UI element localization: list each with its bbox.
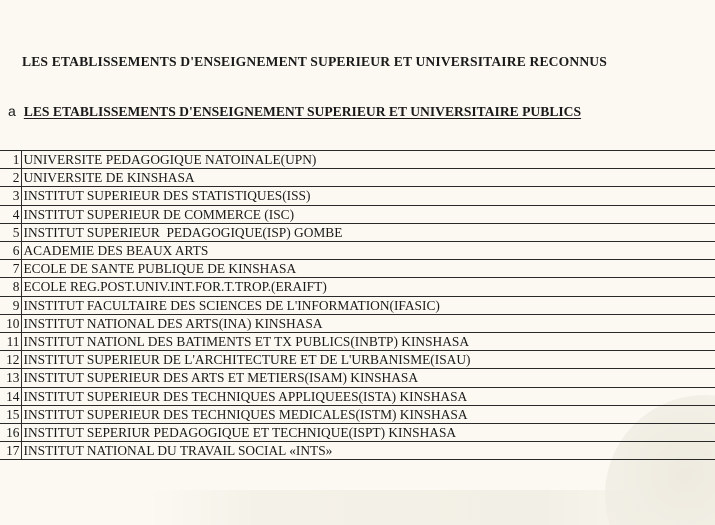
table-row bbox=[0, 369, 715, 387]
row-number: 15 bbox=[0, 405, 21, 423]
table-row bbox=[0, 424, 715, 442]
table-row bbox=[0, 296, 715, 314]
table-row bbox=[0, 205, 715, 223]
document-title: LES ETABLISSEMENTS D'ENSEIGNEMENT SUPERIEUR ET UNIVERSITAIRE RECONNUS bbox=[22, 54, 607, 69]
institution-name: ECOLE REG.POST.UNIV.INT.FOR.T.TROP.(ERAIFT) bbox=[21, 278, 715, 296]
row-number: 16 bbox=[0, 424, 21, 442]
row-number: 3 bbox=[0, 187, 21, 205]
institution-name: ECOLE DE SANTE PUBLIQUE DE KINSHASA bbox=[21, 260, 715, 278]
row-number: 8 bbox=[0, 278, 21, 296]
table-row bbox=[0, 314, 715, 332]
table-row bbox=[0, 260, 715, 278]
row-number: 4 bbox=[0, 205, 21, 223]
row-number: 6 bbox=[0, 242, 21, 260]
institution-name: INSTITUT NATIONAL DU TRAVAIL SOCIAL «INTS» bbox=[21, 442, 715, 460]
table-row bbox=[0, 405, 715, 423]
institution-name: INSTITUT FACULTAIRE DES SCIENCES DE L'INFORMATION(IFASIC) bbox=[21, 296, 715, 314]
institution-name: UNIVERSITE PEDAGOGIQUE NATOINALE(UPN) bbox=[21, 151, 715, 169]
institution-name: UNIVERSITE DE KINSHASA bbox=[21, 169, 715, 187]
row-number: 14 bbox=[0, 387, 21, 405]
table-row bbox=[0, 278, 715, 296]
table-row bbox=[0, 333, 715, 351]
row-number: 17 bbox=[0, 442, 21, 460]
row-number: 13 bbox=[0, 369, 21, 387]
table-row bbox=[0, 187, 715, 205]
institution-name: INSTITUT SUPERIEUR DES STATISTIQUES(ISS) bbox=[21, 187, 715, 205]
table-row bbox=[0, 387, 715, 405]
table-row bbox=[0, 351, 715, 369]
institution-name: INSTITUT NATIONL DES BATIMENTS ET TX PUBLICS(INBTP) KINSHASA bbox=[21, 333, 715, 351]
institution-name: ACADEMIE DES BEAUX ARTS bbox=[21, 242, 715, 260]
row-number: 7 bbox=[0, 260, 21, 278]
row-number: 11 bbox=[0, 333, 21, 351]
institution-name: INSTITUT SEPERIUR PEDAGOGIQUE ET TECHNIQUE(ISPT) KINSHASA bbox=[21, 424, 715, 442]
table-row bbox=[0, 442, 715, 460]
row-number: 1 bbox=[0, 151, 21, 169]
institutions-table bbox=[0, 150, 715, 460]
table-row bbox=[0, 169, 715, 187]
section-letter: a bbox=[8, 103, 16, 119]
section-title: LES ETABLISSEMENTS D'ENSEIGNEMENT SUPERIEUR ET UNIVERSITAIRE PUBLICS bbox=[23, 104, 582, 119]
table-row bbox=[0, 151, 715, 169]
institution-name: INSTITUT SUPERIEUR DES TECHNIQUES APPLIQUEES(ISTA) KINSHASA bbox=[21, 387, 715, 405]
row-number: 2 bbox=[0, 169, 21, 187]
institution-name: INSTITUT SUPERIEUR DE COMMERCE (ISC) bbox=[21, 205, 715, 223]
table-row bbox=[0, 242, 715, 260]
institution-name: INSTITUT SUPERIEUR DES ARTS ET METIERS(ISAM) KINSHASA bbox=[21, 369, 715, 387]
row-number: 5 bbox=[0, 223, 21, 241]
row-number: 12 bbox=[0, 351, 21, 369]
table-row bbox=[0, 223, 715, 241]
watermark-band bbox=[150, 490, 710, 525]
row-number: 10 bbox=[0, 314, 21, 332]
institution-name: INSTITUT SUPERIEUR PEDAGOGIQUE(ISP) GOMBE bbox=[21, 223, 715, 241]
institution-name: INSTITUT SUPERIEUR DE L'ARCHITECTURE ET DE L'URBANISME(ISAU) bbox=[21, 351, 715, 369]
section-heading bbox=[8, 103, 581, 121]
institution-name: INSTITUT NATIONAL DES ARTS(INA) KINSHASA bbox=[21, 314, 715, 332]
row-number: 9 bbox=[0, 296, 21, 314]
institution-name: INSTITUT SUPERIEUR DES TECHNIQUES MEDICALES(ISTM) KINSHASA bbox=[21, 405, 715, 423]
